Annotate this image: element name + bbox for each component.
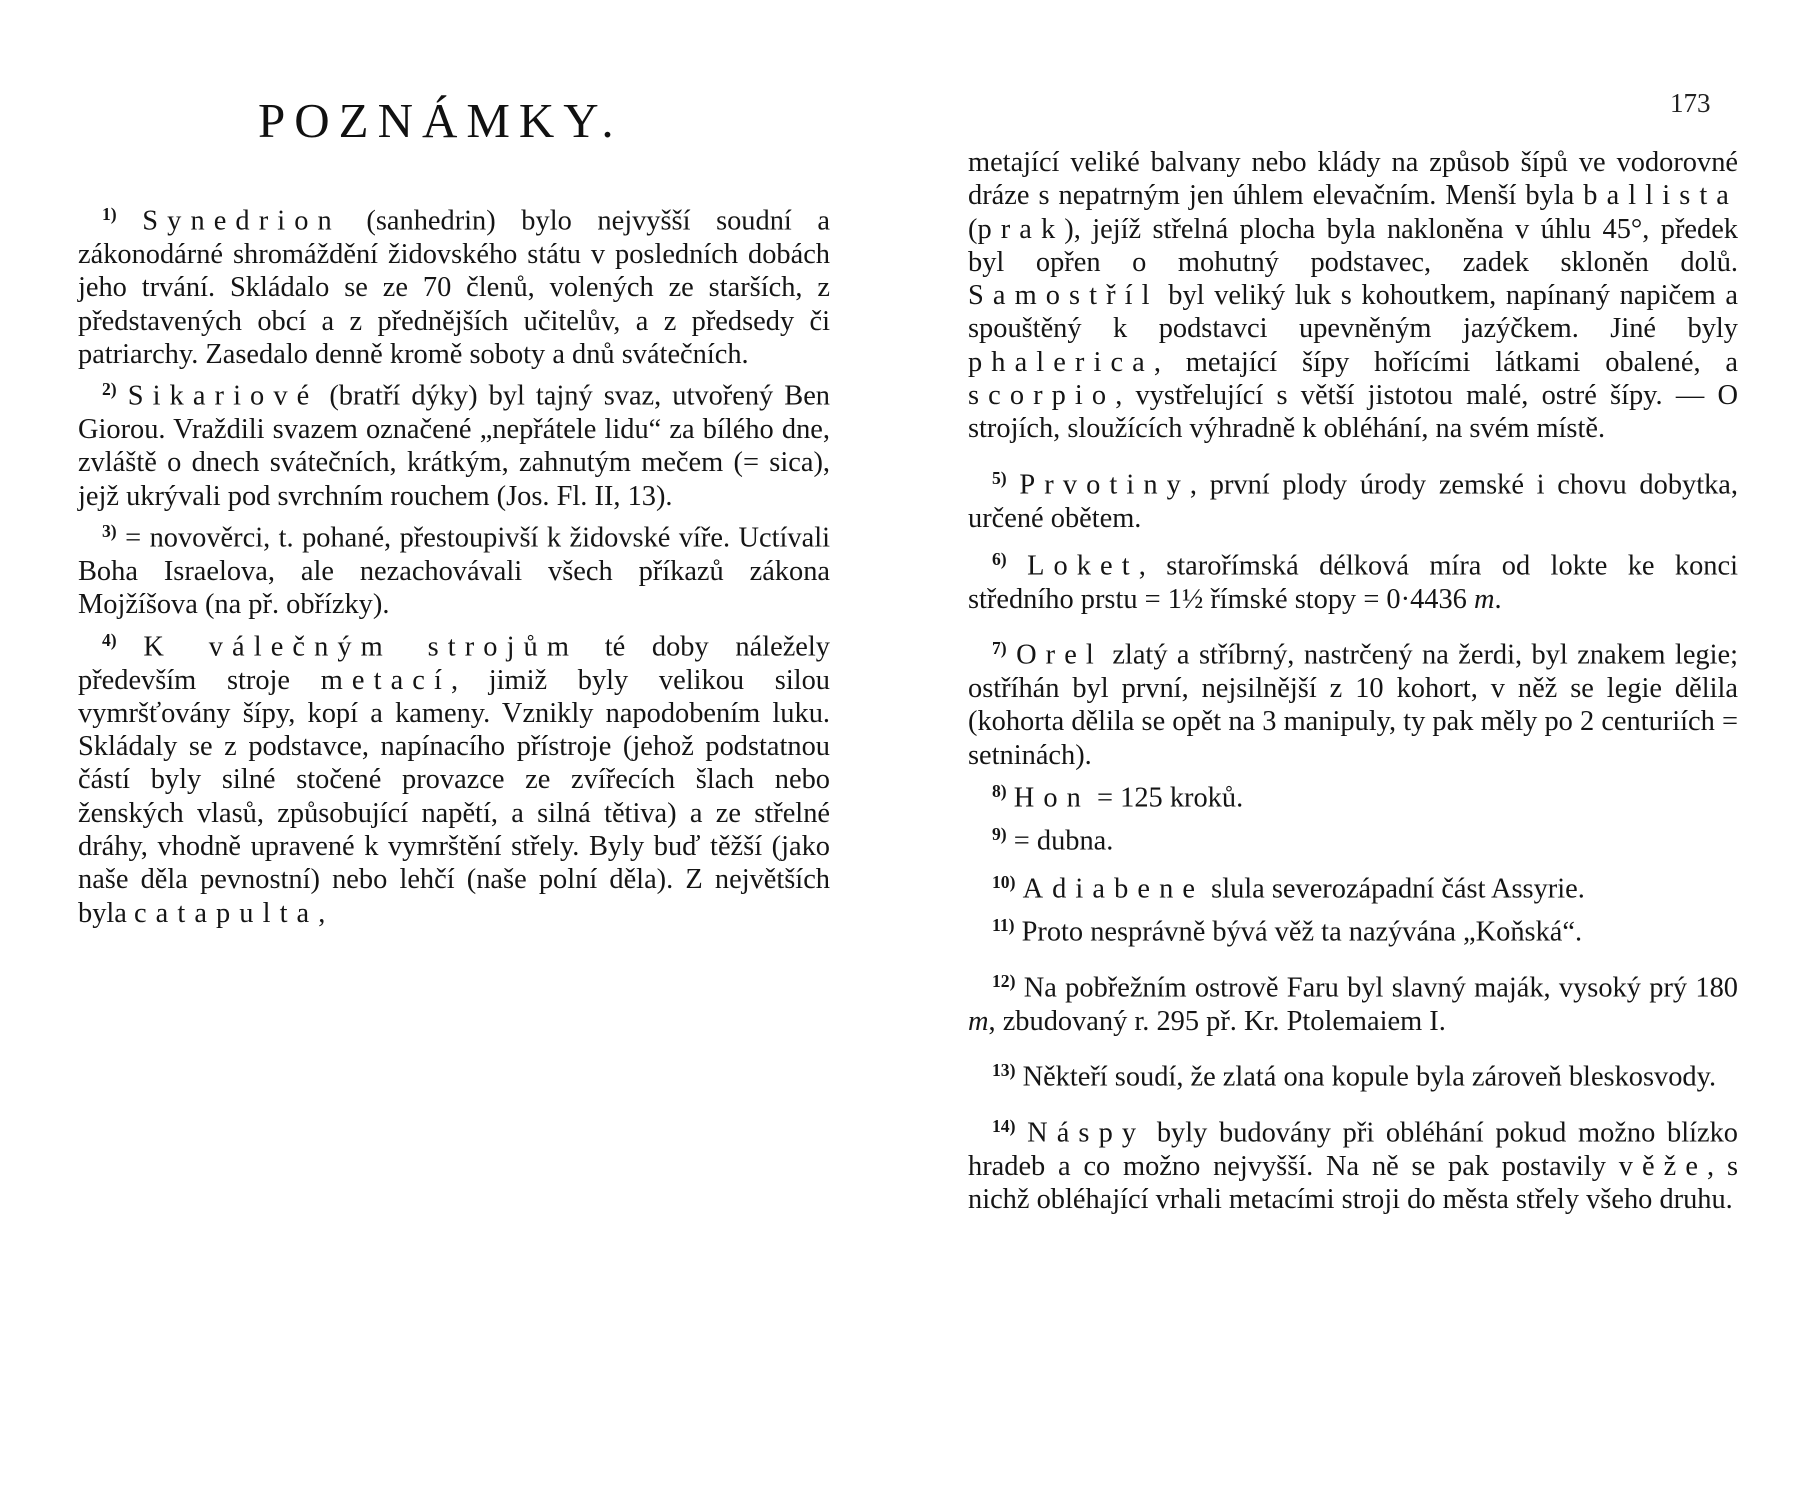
note-text: byly budovány při obléhání pokud možno blízko hradeb a co možno nejvyšší. Na ně se pak postavily	[968, 1117, 1738, 1183]
note-text: = dubna.	[1013, 825, 1114, 857]
footnote-mark: 14)	[992, 1116, 1016, 1137]
note-term: ballista	[1583, 180, 1738, 212]
note-term: K válečným strojům	[143, 631, 578, 663]
unit-label: m	[1473, 583, 1495, 615]
footnote-mark: 9)	[992, 824, 1007, 845]
note-text: , s nichž obléhající vrhali metacími stroji do města střely všeho druhu.	[968, 1151, 1738, 1216]
note-term: Sikariové	[127, 380, 319, 412]
note-term: phalerica	[968, 346, 1154, 378]
note-term: Orel	[1016, 639, 1103, 671]
note-text: Na pobřežním ostrově Faru byl slavný maják, vysoký prý 180	[1023, 972, 1738, 1004]
note-text: = novověrci, t. pohané, přestoupivší k židovské víře. Uctívali Boha Israelova, ale nezachovávali všech příkazů zákona Mojžíšova (na př. obřízky).	[78, 522, 830, 621]
footnote-mark: 1)	[102, 204, 117, 224]
footnote-mark: 11)	[992, 914, 1015, 935]
footnote-mark: 7)	[992, 638, 1007, 659]
note-text: , zbudovaný r. 295 př. Kr. Ptolemaiem I.	[988, 1005, 1446, 1037]
note-term: metací	[320, 664, 451, 696]
footnote-mark: 10)	[992, 872, 1016, 892]
note-term: Hon	[1013, 782, 1090, 814]
note-term: Loket	[1027, 550, 1139, 582]
note-10	[968, 866, 1738, 906]
note-term: věže	[1618, 1151, 1708, 1183]
note-12	[968, 965, 1738, 1038]
note-11	[968, 909, 1738, 949]
note-text: byl veliký luk s kohoutkem, napínaný napičem a spouštěný k podstavci upevněným jazýčkem. Jiné byly	[968, 280, 1738, 345]
note-2	[78, 373, 830, 513]
note-term: prak	[977, 213, 1065, 245]
note-text: , starořímská délková míra od lokte ke konci středního prstu = 1½ římské stopy = 0·4436	[968, 550, 1738, 615]
footnote-mark: 5)	[992, 467, 1007, 488]
note-5	[968, 462, 1738, 535]
note-4	[78, 624, 830, 930]
note-13	[968, 1054, 1738, 1094]
footnote-mark: 8)	[992, 781, 1007, 802]
note-text: ), jejíž střelná plocha byla nakloněna v úhlu 45°, předek byl opřen o mohutný podstavec, zadek skloněn dolů.	[968, 213, 1738, 278]
note-1	[78, 198, 830, 371]
note-text: = 125 kroků.	[1089, 782, 1244, 814]
note-text: té doby náležely především stroje	[78, 631, 830, 696]
note-text: ,	[318, 897, 326, 929]
note-term: Náspy	[1027, 1117, 1146, 1149]
note-text: .	[1494, 583, 1502, 615]
note-text: (sanhedrin) bylo nejvyšší soudní a zákonodárné shromáždění židovského státu v posledních dobách jeho trvání. Skládalo se ze 70 členů, volených ze starších, z představených obcí a z přednějších učitelův, a z předsedy či patriarchy. Zasedalo denně kromě soboty a dnů svátečních.	[78, 205, 830, 370]
note-term: Samostříl	[968, 280, 1159, 312]
note-8	[968, 775, 1738, 815]
note-text: , jimiž byly velikou silou vymršťovány šípy, kopí a kameny. Vznikly napodobením luku. Skládaly se z podstavce, napínacího přístroje (jehož podstatnou částí byly silné stočené provazce ze zvířecích šlach nebo ženských vlasů, způsobující napětí, a silná tětiva) a ze střelné dráhy, vhodně upravené k vymrštění střely. Byly buď těžší (jako naše děla pevnostní) nebo lehčí (naše polní děla). Z největších byla	[78, 664, 830, 929]
note-text: zlatý a stříbrný, nastrčený na žerdi, byl znakem legie; ostříhán byl první, nejsilnější z 10 kohort, v něž se legie dělila (kohorta dělila se opět na 3 manipuly, ty pak měly po 2 centuriích = setninách).	[968, 639, 1738, 771]
notes-left	[78, 198, 830, 930]
note-text: Proto nesprávně bývá věž ta nazývána „Koňská“.	[1021, 916, 1583, 948]
note-text: (bratří dýky) byl tajný svaz, utvořený Ben Giorou. Vraždili svazem označené „nepřátele lidu“ za bílého dne, zvláště o dnech svátečních, krátkým, zahnutým mečem (= sica), jejž ukrývali pod svrchním rouchem (Jos. Fl. II, 13).	[78, 380, 830, 512]
footnote-mark: 3)	[102, 521, 117, 542]
note-text: slula severozápadní část Assyrie.	[1204, 873, 1585, 905]
note-14	[968, 1110, 1738, 1217]
note-3	[78, 515, 830, 622]
notes-right	[968, 146, 1738, 1217]
note-term: Synedrion	[142, 205, 341, 237]
note-term: scorpio	[968, 380, 1116, 412]
footnote-mark: 12)	[992, 970, 1016, 991]
note-text: metající veliké balvany nebo klády na způsob šípů ve vodorovné dráze s nepatrným jen úhlem elevačním. Menší byla	[968, 147, 1738, 212]
footnote-mark: 6)	[992, 548, 1007, 569]
note-text: , vystřelující s větší jistotou malé, ostré šípy. — O strojích, sloužících výhradně k obléhání, na svém místě.	[968, 380, 1738, 445]
note-4-continuation	[968, 146, 1738, 446]
footnote-mark: 2)	[102, 379, 117, 400]
page-number: 173	[1670, 88, 1711, 118]
footnote-mark: 4)	[102, 629, 117, 650]
note-term: Adiabene	[1022, 873, 1205, 905]
note-text: Někteří soudí, že zlatá ona kopule byla zároveň bleskosvody.	[1022, 1061, 1717, 1093]
note-9	[968, 818, 1738, 858]
note-term: catapulta	[133, 897, 319, 929]
note-text: (	[968, 213, 978, 245]
unit-label: m	[968, 1005, 989, 1037]
note-6	[968, 543, 1738, 616]
page-heading: POZNÁMKY.	[258, 93, 623, 148]
note-term: Prvotiny	[1019, 469, 1190, 501]
footnote-mark: 13)	[992, 1060, 1016, 1081]
note-text: , první plody úrody zemské i chovu dobytka, určené obětem.	[968, 469, 1738, 534]
note-text: , metající šípy hořícími látkami obalené, a	[1153, 346, 1738, 378]
note-7	[968, 632, 1738, 772]
